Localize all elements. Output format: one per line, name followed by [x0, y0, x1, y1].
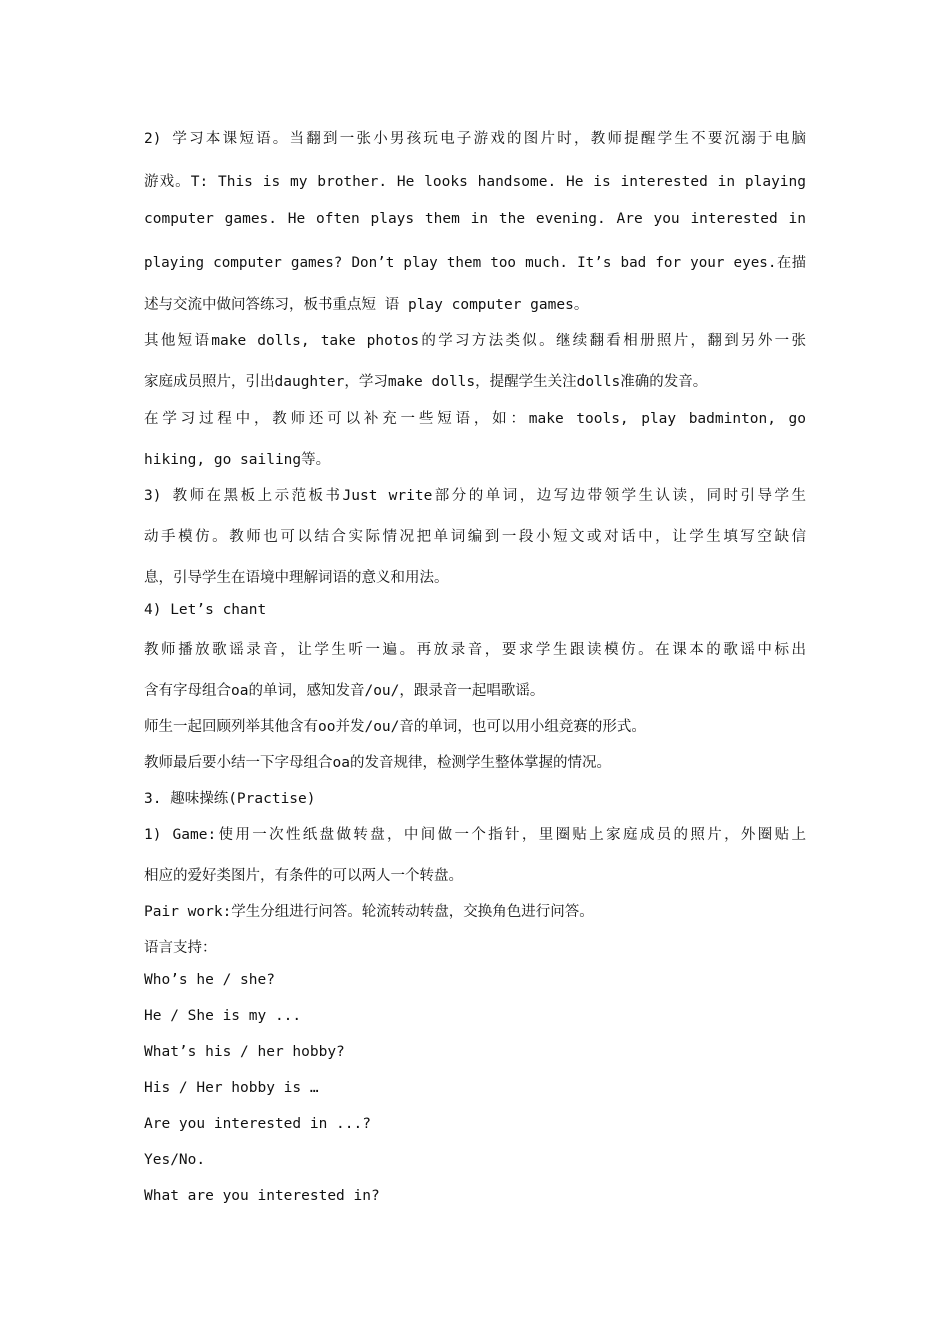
dialogue-line: Yes/No.: [144, 1152, 206, 1168]
text-line: 4) Let’s chant: [144, 602, 267, 618]
dialogue-line: He / She is my ...: [144, 1008, 302, 1024]
dialogue-line: What’s his / her hobby?: [144, 1044, 345, 1060]
document-page: [144, 0, 806, 1344]
text-line: 3) 教师在黑板上示范板书Just write部分的单词，边写边带领学生认读，同时引导学生: [144, 488, 806, 504]
text-line: 动手模仿。教师也可以结合实际情况把单词编到一段小短文或对话中，让学生填写空缺信: [144, 529, 806, 545]
text-line: 在学习过程中，教师还可以补充一些短语，如：make tools, play badminton, go: [144, 411, 806, 427]
dialogue-line: Are you interested in ...?: [144, 1116, 371, 1132]
section-heading: 3. 趣味操练(Practise): [144, 791, 316, 807]
text-line: 2) 学习本课短语。当翻到一张小男孩玩电子游戏的图片时，教师提醒学生不要沉溺于电脑: [144, 131, 806, 147]
dialogue-line: What are you interested in?: [144, 1188, 380, 1204]
text-line: 师生一起回顾列举其他含有oo并发/ou/音的单词，也可以用小组竞赛的形式。: [144, 719, 646, 735]
text-line: 息，引导学生在语境中理解词语的意义和用法。: [144, 570, 449, 586]
text-line: Pair work:学生分组进行问答。轮流转动转盘，交换角色进行问答。: [144, 904, 594, 920]
text-line: 教师最后要小结一下字母组合oa的发音规律，检测学生整体掌握的情况。: [144, 755, 611, 771]
text-line: 含有字母组合oa的单词，感知发音/ou/，跟录音一起唱歌谣。: [144, 683, 545, 699]
text-line: playing computer games? Don’t play them too much. It’s bad for your eyes.在描: [144, 255, 806, 271]
dialogue-line: His / Her hobby is …: [144, 1080, 319, 1096]
text-line: 1) Game:使用一次性纸盘做转盘，中间做一个指针，里圈贴上家庭成员的照片，外圈贴上: [144, 827, 806, 843]
text-line: 其他短语make dolls, take photos的学习方法类似。继续翻看相册照片，翻到另外一张: [144, 333, 806, 349]
text-line: 语言支持：: [144, 940, 217, 956]
text-line: computer games. He often plays them in the evening. Are you interested in: [144, 211, 806, 227]
text-line: hiking, go sailing等。: [144, 452, 331, 468]
text-line: 家庭成员照片，引出daughter，学习make dolls，提醒学生关注dolls准确的发音。: [144, 374, 708, 390]
text-line: 述与交流中做问答练习，板书重点短 语 play computer games。: [144, 297, 589, 313]
dialogue-line: Who’s he / she?: [144, 972, 275, 988]
text-line: 教师播放歌谣录音，让学生听一遍。再放录音，要求学生跟读模仿。在课本的歌谣中标出: [144, 642, 806, 658]
text-line: 游戏。T: This is my brother. He looks handsome. He is interested in playing: [144, 174, 806, 190]
text-line: 相应的爱好类图片，有条件的可以两人一个转盘。: [144, 868, 463, 884]
